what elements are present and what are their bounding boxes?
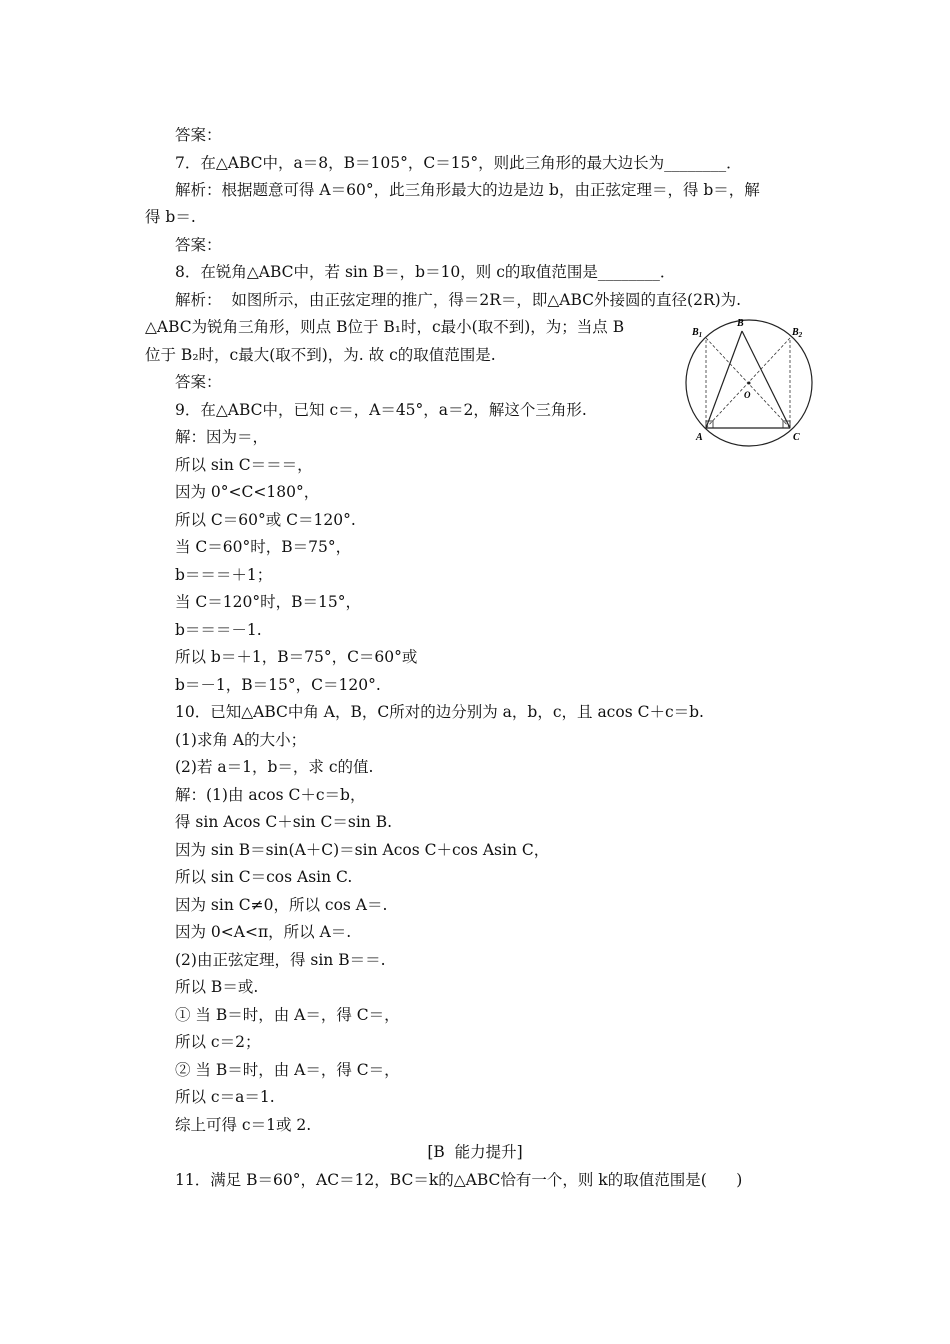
solution-10-line-9: ① 当 B＝时，由 A＝，得 C＝， [175,1006,400,1024]
label-b: B [737,318,744,329]
answer-label-7: 答案： [175,236,222,254]
solution-9-line-7: 当 C＝120°时，B＝15°， [175,593,361,611]
label-o: O [744,390,751,400]
section-heading: [B 能力提升] [427,1143,523,1161]
solution-9-line-8: b＝＝＝－1. [175,621,262,639]
circumcircle-figure [678,318,820,446]
problem-8: 8．在锐角△ABC中，若 sin B＝，b＝10，则 c的取值范围是________． [175,263,676,281]
problem-9: 9．在△ABC中，已知 c＝，A＝45°，a＝2，解这个三角形. [175,401,587,419]
analysis-7-line-1: 解析：根据题意可得 A＝60°，此三角形最大的边是边 b，由正弦定理＝，得 b＝，解 [175,181,760,199]
solution-10-line-5: 因为 sin C≠0，所以 cos A＝. [175,896,388,914]
label-c: C [793,432,800,443]
analysis-8-line-2: △ABC为锐角三角形，则点 B位于 B₁时，c最小(取不到)，为；当点 B [145,318,625,336]
solution-9-line-4: 所以 C＝60°或 C＝120°. [175,511,356,529]
solution-10-line-7: (2)由正弦定理，得 sin B＝＝. [175,951,386,969]
solution-9-line-10: b＝－1，B＝15°，C＝120°. [175,676,381,694]
side-ab [706,331,742,428]
solution-9-line-3: 因为 0°<C<180°， [175,483,320,501]
problem-10-part-1: (1)求角 A的大小； [175,731,307,749]
label-a: A [696,432,703,443]
solution-10-line-3: 因为 sin B＝sin(A＋C)＝sin Acos C＋cos Asin C， [175,841,550,859]
solution-10-line-6: 因为 0<A<π，所以 A＝. [175,923,352,941]
solution-10-line-2: 得 sin Acos C＋sin C＝sin B. [175,813,393,831]
solution-9-line-1: 解：因为＝， [175,428,269,446]
solution-9-line-9: 所以 b＝＋1，B＝75°，C＝60°或 [175,648,418,666]
label-b1: $B_1$ [692,327,703,339]
solution-10-line-4: 所以 sin C＝cos Asin C. [175,868,353,886]
solution-10-line-11: ② 当 B＝时，由 A＝，得 C＝， [175,1061,400,1079]
solution-9-line-2: 所以 sin C＝＝＝， [175,456,313,474]
problem-10: 10．已知△ABC中角 A，B，C所对的边分别为 a，b，c，且 acos C＋c＝b. [175,703,704,721]
analysis-8-line-3: 位于 B₂时，c最大(取不到)，为. 故 c的取值范围是. [145,346,496,364]
solution-9-line-5: 当 C＝60°时，B＝75°， [175,538,352,556]
answer-label-6: 答案： [175,126,222,144]
problem-11: 11．满足 B＝60°，AC＝12，BC＝k的△ABC恰有一个，则 k的取值范围是( ) [175,1171,743,1189]
solution-9-line-6: b＝＝＝＋1； [175,566,273,584]
problem-7: 7．在△ABC中，a＝8，B＝105°，C＝15°，则此三角形的最大边长为________． [175,154,742,172]
solution-10-line-1: 解：(1)由 acos C＋c＝b， [175,786,366,804]
analysis-8-line-1: 解析： 如图所示，由正弦定理的推广，得＝2R＝，即△ABC外接圆的直径(2R)为. [175,291,742,309]
label-b2: $B_2$ [792,327,803,339]
solution-10-line-8: 所以 B＝或. [175,978,259,996]
center-point [748,382,751,385]
solution-10-line-12: 所以 c＝a＝1. [175,1088,275,1106]
analysis-7-line-2: 得 b＝. [145,208,196,226]
answer-label-8: 答案： [175,373,222,391]
problem-10-part-2: (2)若 a＝1，b＝，求 c的值. [175,758,374,776]
solution-10-line-13: 综上可得 c＝1或 2. [175,1116,312,1134]
solution-10-line-10: 所以 c＝2； [175,1033,261,1051]
